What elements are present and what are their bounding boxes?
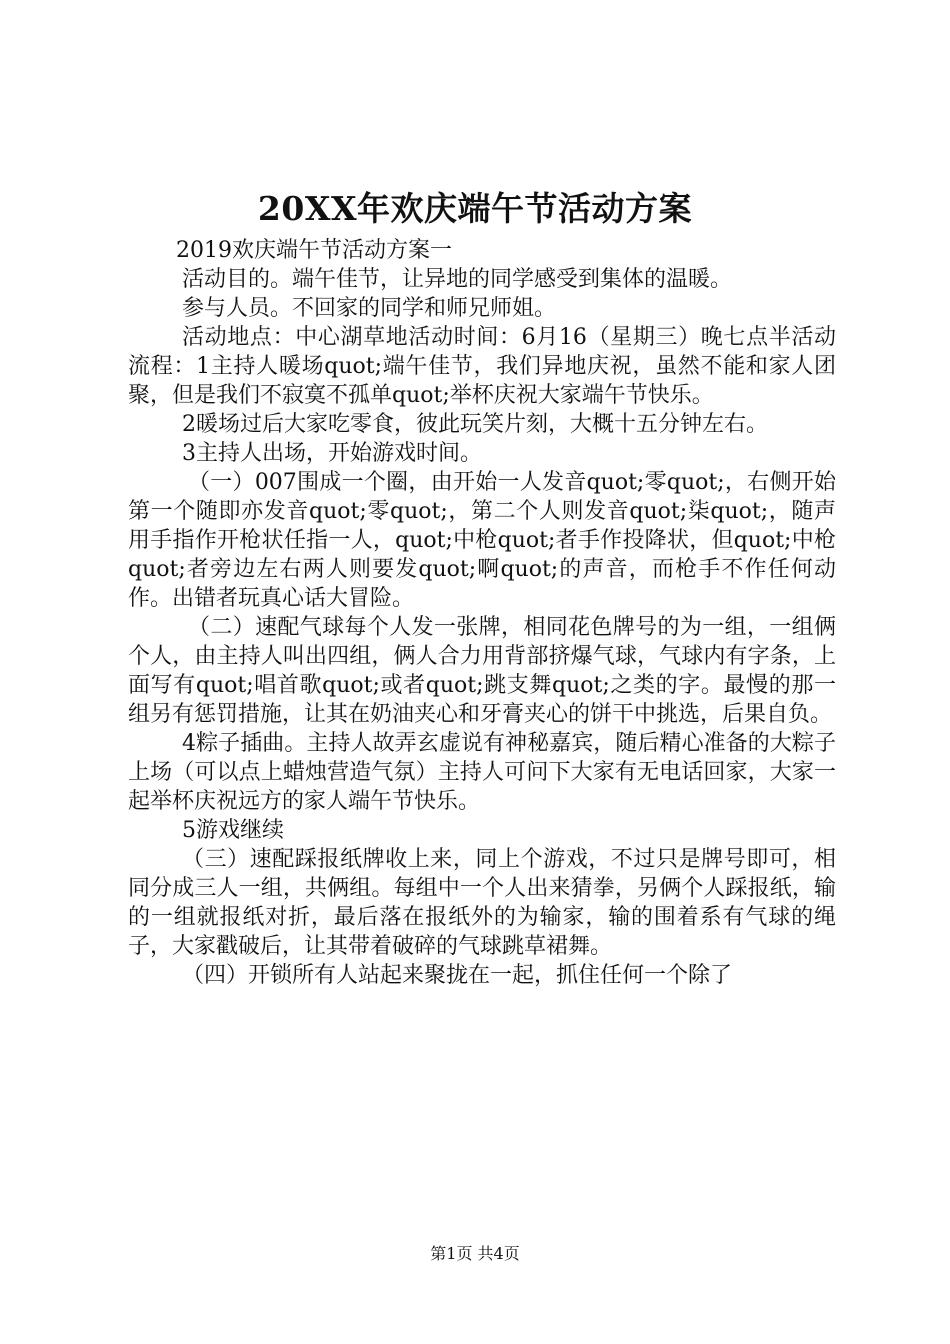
- paragraph-plan-heading: 2019欢庆端午节活动方案一: [176, 238, 452, 263]
- paragraph-location-time: 活动地点：中心湖草地活动时间：6月16（星期三）晚七点半活动流程：1主持人暖场quot;端午佳节，我们异地庆祝，虽然不能和家人团聚，但是我们不寂寞不孤单quot;举杯庆祝大家端午节快乐。: [128, 325, 836, 408]
- paragraph-purpose: 活动目的。端午佳节，让异地的同学感受到集体的温暖。: [182, 267, 733, 292]
- paragraph-step-5: 5游戏继续: [182, 818, 284, 843]
- paragraph-game-3: （三）速配踩报纸牌收上来，同上个游戏，不过只是牌号即可，相同分成三人一组，共俩组。每组中一个人出来猜拳，另俩个人踩报纸，输的一组就报纸对折，最后落在报纸外的为输家，输的围着系有气球的绳子，大家戳破后，让其带着破碎的气球跳草裙舞。: [128, 847, 836, 959]
- paragraph-game-2: （二）速配气球每个人发一张牌，相同花色牌号的为一组，一组俩个人，由主持人叫出四组，俩人合力用背部挤爆气球，气球内有字条，上面写有quot;唱首歌quot;或者quot;跳支舞quot;之类的字。最慢的那一组另有惩罚措施，让其在奶油夹心和牙膏夹心的饼干中挑选，后果自负。: [128, 615, 836, 727]
- document-title: 20XX年欢庆端午节活动方案: [257, 189, 693, 228]
- paragraph-step-4: 4粽子插曲。主持人故弄玄虚说有神秘嘉宾，随后精心准备的大粽子上场（可以点上蜡烛营造气氛）主持人可问下大家有无电话回家，大家一起举杯庆祝远方的家人端午节快乐。: [128, 731, 836, 814]
- paragraph-step-2: 2暖场过后大家吃零食，彼此玩笑片刻，大概十五分钟左右。: [182, 412, 768, 437]
- document-body: [128, 236, 836, 990]
- paragraph-game-1: （一）007围成一个圈，由开始一人发音quot;零quot;，右侧开始第一个随即亦发音quot;零quot;，第二个人则发音quot;柒quot;，随声用手指作开枪状任指一人，quot;中枪quot;者手作投降状，但quot;中枪quot;者旁边左右两人则要发quot;啊quot;的声音，而枪手不作任何动作。出错者玩真心话大冒险。: [128, 470, 836, 611]
- page-footer: 第1页 共4页: [430, 1244, 520, 1263]
- paragraph-game-4: （四）开锁所有人站起来聚拢在一起，抓住任何一个除了: [182, 963, 733, 988]
- paragraph-participants: 参与人员。不回家的同学和师兄师姐。: [182, 296, 557, 321]
- paragraph-step-3: 3主持人出场，开始游戏时间。: [182, 441, 482, 466]
